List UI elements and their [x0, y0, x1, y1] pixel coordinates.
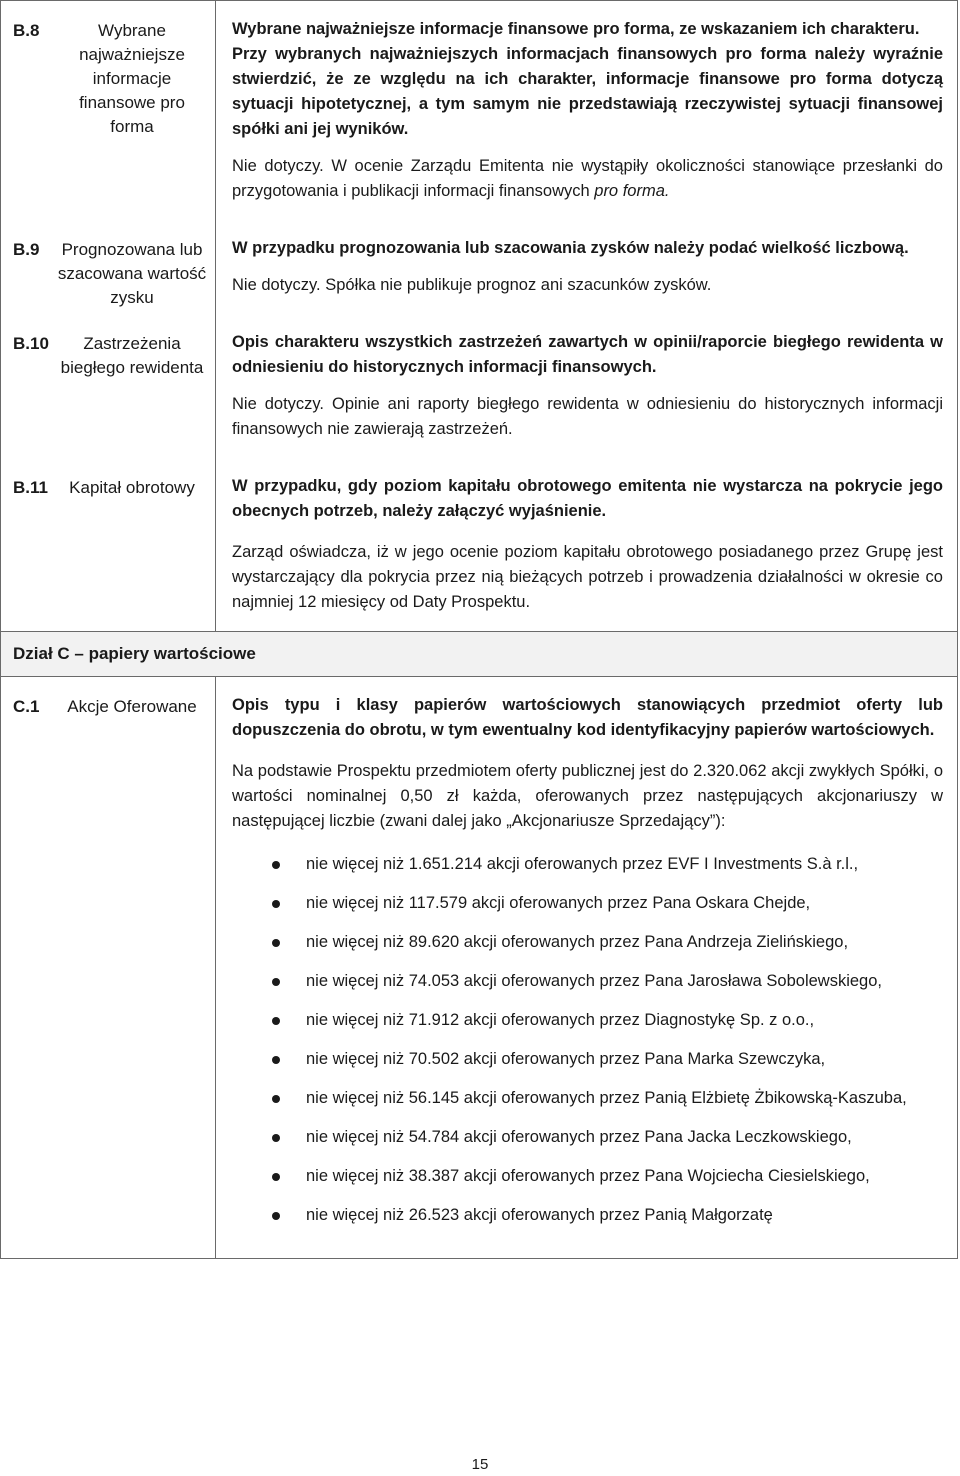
list-item: [232, 1047, 943, 1072]
list-item: [232, 930, 943, 955]
list-item-text: nie więcej niż 1.651.214 akcji oferowanych przez EVF I Investments S.à r.l.,: [306, 855, 859, 873]
item-label: Zastrzeżenia biegłego rewidenta: [60, 334, 204, 377]
list-item: [232, 1008, 943, 1033]
item-label: Akcje Oferowane: [67, 697, 197, 716]
list-item-text: nie więcej niż 117.579 akcji oferowanych przez Pana Oskara Chejde,: [306, 894, 811, 912]
row-b10: [1, 314, 958, 458]
bullet-icon: [272, 1095, 280, 1103]
item-number: B.9: [13, 240, 40, 259]
section-title: Dział C – papiery wartościowe: [1, 632, 958, 677]
list-item-text: nie więcej niż 54.784 akcji oferowanych przez Pana Jacka Leczkowskiego,: [306, 1128, 852, 1146]
item-content: [216, 677, 958, 1259]
item-content: [216, 1, 958, 221]
list-item: [232, 1086, 943, 1111]
item-text: Nie dotyczy. W ocenie Zarządu Emitenta nie wystąpiły okoliczności stanowiące przesłanki do przygotowania i publikacji informacji finansowych pro forma.: [232, 157, 943, 200]
row-c1: [1, 677, 958, 1259]
list-item-text: nie więcej niż 38.387 akcji oferowanych przez Pana Wojciecha Ciesielskiego,: [306, 1167, 870, 1185]
list-item-text: nie więcej niż 56.145 akcji oferowanych przez Panią Elżbietę Żbikowską-Kaszuba,: [306, 1089, 907, 1107]
list-item: [232, 891, 943, 916]
item-label: Kapitał obrotowy: [69, 478, 195, 497]
item-heading: W przypadku, gdy poziom kapitału obrotowego emitenta nie wystarcza na pokrycie jego obecnych potrzeb, należy załączyć wyjaśnienie.: [232, 477, 943, 520]
item-content: [216, 314, 958, 458]
item-heading: Opis typu i klasy papierów wartościowych stanowiących przedmiot oferty lub dopuszczenia do obrotu, w tym ewentualny kod identyfikacyjny papierów wartościowych.: [232, 696, 943, 739]
list-item: [232, 1164, 943, 1189]
item-label: Prognozowana lub szacowana wartość zysku: [57, 240, 207, 307]
item-number: C.1: [13, 697, 40, 716]
row-b8: [1, 1, 958, 221]
item-heading: Wybrane najważniejsze informacje finansowe pro forma, ze wskazaniem ich charakteru.: [232, 20, 920, 38]
list-item: [232, 852, 943, 877]
item-heading: W przypadku prognozowania lub szacowania zysków należy podać wielkość liczbową.: [232, 239, 909, 257]
section-c-header: [1, 632, 958, 677]
list-item: [232, 1203, 943, 1228]
bullet-icon: [272, 861, 280, 869]
item-label: Wybrane najważniejsze informacje finansowe pro forma: [79, 21, 185, 136]
list-item-text: nie więcej niż 71.912 akcji oferowanych przez Diagnostykę Sp. z o.o.,: [306, 1011, 815, 1029]
bullet-icon: [272, 1017, 280, 1025]
list-item: [232, 1125, 943, 1150]
bullet-icon: [272, 1056, 280, 1064]
item-text: Nie dotyczy. Opinie ani raporty biegłego rewidenta w odniesieniu do historycznych informacji finansowych nie zawierają zastrzeżeń.: [232, 395, 943, 438]
bullet-icon: [272, 1212, 280, 1220]
row-b9: [1, 220, 958, 314]
item-number: B.11: [13, 478, 48, 497]
page-number: 15: [471, 1456, 489, 1473]
list-item-text: nie więcej niż 70.502 akcji oferowanych przez Pana Marka Szewczyka,: [306, 1050, 826, 1068]
list-item-text: nie więcej niż 74.053 akcji oferowanych przez Pana Jarosława Sobolewskiego,: [306, 972, 882, 990]
item-intro: Na podstawie Prospektu przedmiotem oferty publicznej jest do 2.320.062 akcji zwykłych Spółki, o wartości nominalnej 0,50 zł każda, oferowanych przez następujących akcjonariuszy w następującej liczbie (zwani dalej jako „Akcjonariusze Sprzedający”):: [232, 762, 943, 830]
item-text: Nie dotyczy. Spółka nie publikuje prognoz ani szacunków zysków.: [232, 276, 712, 294]
list-item-text: nie więcej niż 26.523 akcji oferowanych przez Panią Małgorzatę: [306, 1206, 773, 1224]
item-heading: Opis charakteru wszystkich zastrzeżeń zawartych w opinii/raporcie biegłego rewidenta w odniesieniu do historycznych informacji finansowych.: [232, 333, 943, 376]
bullet-icon: [272, 900, 280, 908]
item-number: B.10: [13, 334, 49, 353]
item-content: [216, 458, 958, 632]
row-b11: [1, 458, 958, 632]
item-heading-2: Przy wybranych najważniejszych informacjach finansowych pro forma należy wyraźnie stwierdzić, że ze względu na ich charakter, informacje finansowe pro forma dotyczą sytuacji hipotetycznej, a tym samym nie przedstawiają rzeczywistej sytuacji finansowej spółki ani jej wyników.: [232, 45, 943, 138]
item-number: B.8: [13, 21, 40, 40]
bullet-icon: [272, 939, 280, 947]
list-item: [232, 969, 943, 994]
bullet-icon: [272, 1173, 280, 1181]
bullet-icon: [272, 1134, 280, 1142]
item-content: [216, 220, 958, 314]
list-item-text: nie więcej niż 89.620 akcji oferowanych przez Pana Andrzeja Zielińskiego,: [306, 933, 849, 951]
bullet-icon: [272, 978, 280, 986]
item-text: Zarząd oświadcza, iż w jego ocenie poziom kapitału obrotowego posiadanego przez Grupę jest wystarczający dla pokrycia przez nią bieżących potrzeb i prowadzenia działalności w okresie co najmniej 12 miesięcy od Daty Prospektu.: [232, 543, 943, 611]
shareholder-list: [232, 852, 943, 1228]
